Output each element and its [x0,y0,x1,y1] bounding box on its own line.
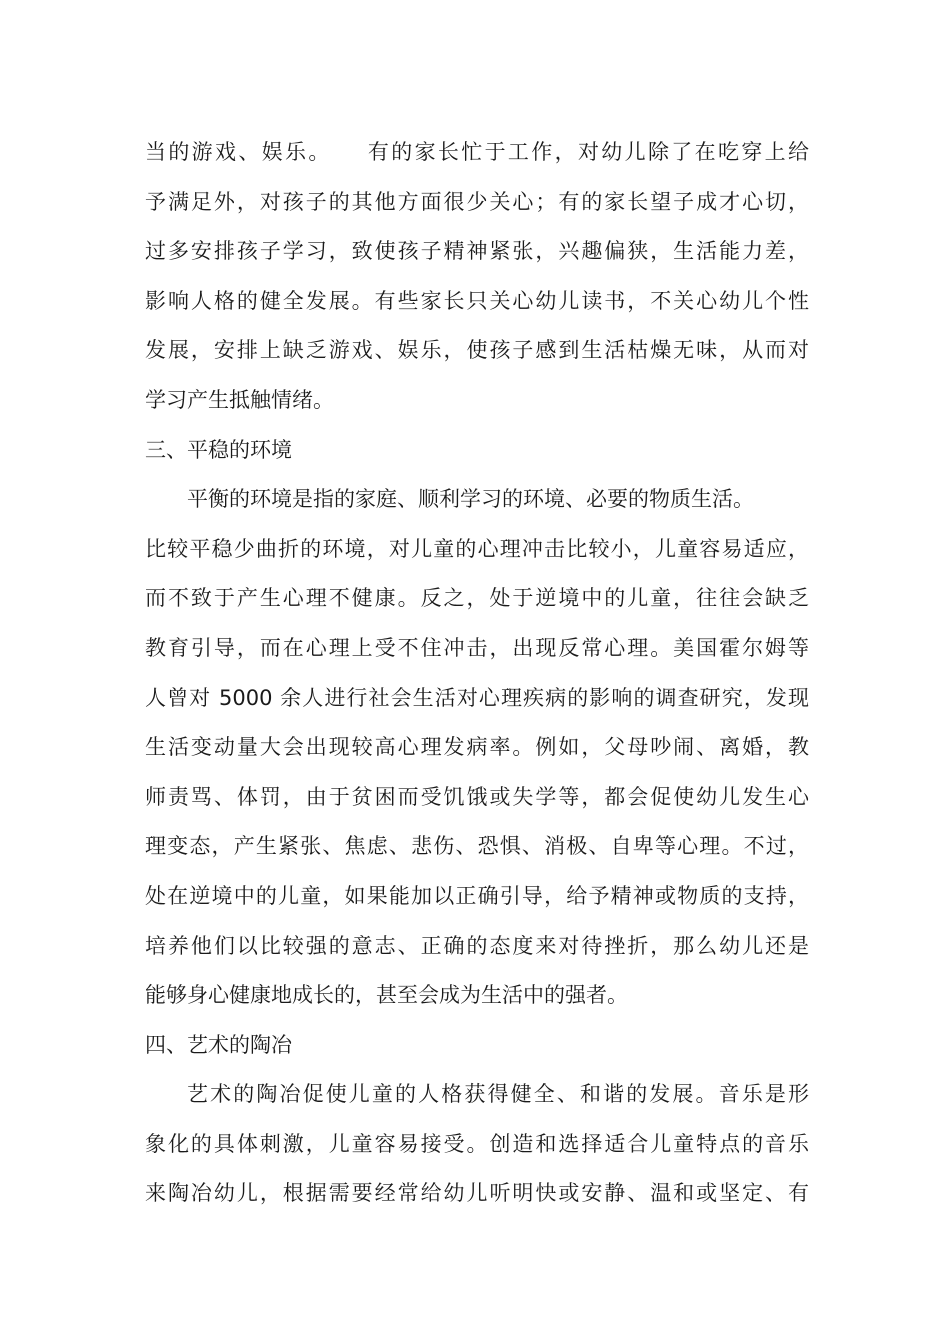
text-line: 师责骂、体罚，由于贫困而受饥饿或失学等，都会促使幼儿发生心 [145,784,809,809]
text-line: 三、平稳的环境 [145,437,292,462]
text-line: 艺术的陶冶促使儿童的人格获得健全、和谐的发展。音乐是形 [187,1082,809,1107]
text-line: 比较平稳少曲折的环境，对儿童的心理冲击比较小，儿童容易适应， [145,536,809,561]
text-line: 当的游戏、娱乐。 有的家长忙于工作，对幼儿除了在吃穿上给 [145,140,809,164]
text-line: 培养他们以比较强的意志、正确的态度来对待挫折，那么幼儿还是 [145,933,809,958]
text-line: 影响人格的健全发展。有些家长只关心幼儿读书，不关心幼儿个性 [145,288,809,313]
text-line: 生活变动量大会出现较高心理发病率。例如，父母吵闹、离婚，教 [145,735,809,760]
text-line: 予满足外，对孩子的其他方面很少关心；有的家长望子成才心切， [145,189,809,214]
text-line: 平衡的环境是指的家庭、顺利学习的环境、必要的物质生活。 [187,487,754,512]
text-line: 能够身心健康地成长的，甚至会成为生活中的强者。 [145,983,628,1008]
text-line: 处在逆境中的儿童，如果能加以正确引导，给予精神或物质的支持， [145,883,809,908]
text-line: 人曾对 5000 余人进行社会生活对心理疾病的影响的调查研究，发现 [145,685,809,710]
document-body-text [145,128,809,1219]
text-line: 来陶冶幼儿，根据需要经常给幼儿听明快或安静、温和或坚定、有 [145,1181,809,1206]
text-line: 四、艺术的陶冶 [145,1032,292,1057]
text-line: 理变态，产生紧张、焦虑、悲伤、恐惧、消极、自卑等心理。不过， [145,834,809,859]
text-line: 教育引导，而在心理上受不住冲击，出现反常心理。美国霍尔姆等 [145,635,809,660]
text-line: 学习产生抵触情绪。 [145,387,334,412]
text-line: 而不致于产生心理不健康。反之，处于逆境中的儿童，往往会缺乏 [145,586,809,611]
text-line: 发展，安排上缺乏游戏、娱乐，使孩子感到生活枯燥无味，从而对 [145,338,809,363]
text-line: 象化的具体刺激，儿童容易接受。创造和选择适合儿童特点的音乐 [145,1131,809,1156]
text-line: 过多安排孩子学习，致使孩子精神紧张，兴趣偏狭，生活能力差， [145,239,809,264]
